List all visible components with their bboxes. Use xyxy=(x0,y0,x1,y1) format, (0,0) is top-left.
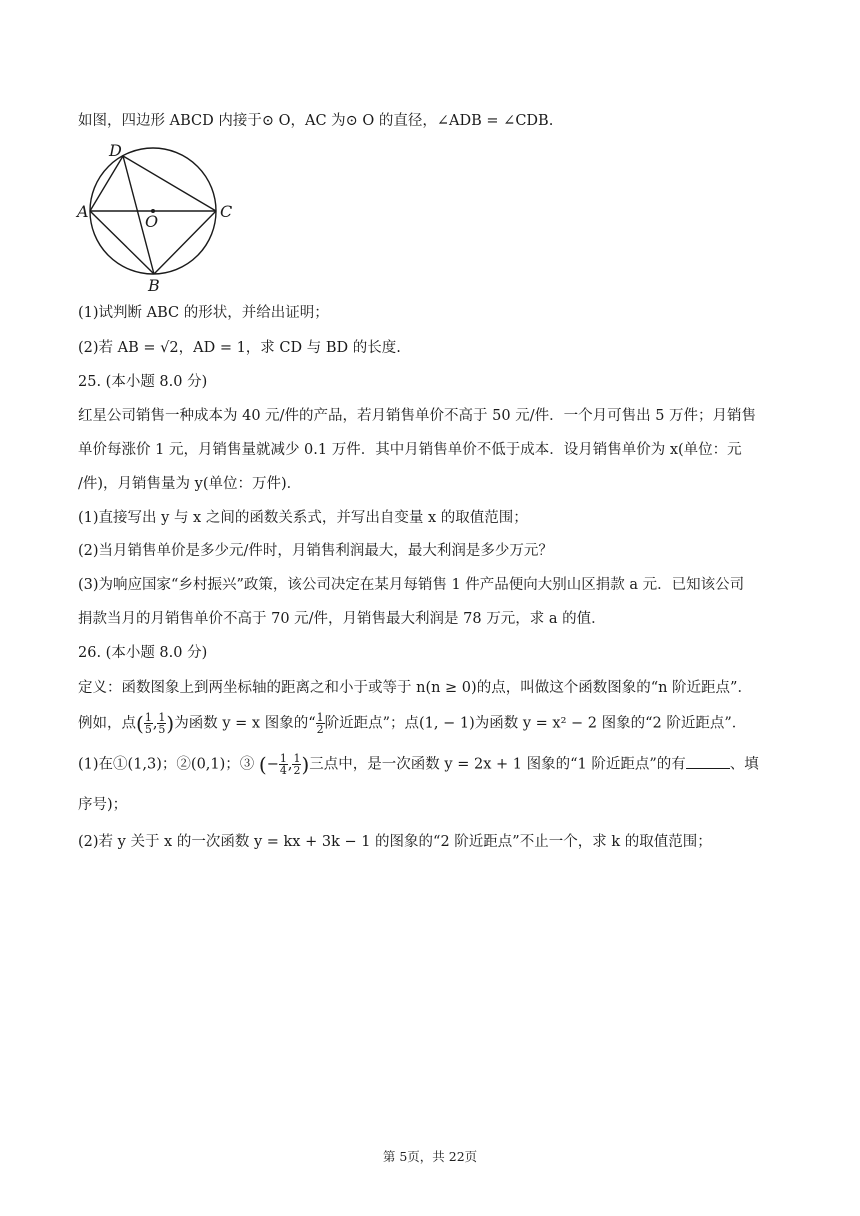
label-o: O xyxy=(145,212,159,231)
q26-part1-line1: (1)在①(1,3)；②(0,1)；③ (− $\frac{1}{4}$ , $\frac{1}{2}$ )三点中，是一次函数 y = 2x + 1 图象的“1 阶近距点”的有 、填 xyxy=(78,752,759,777)
q24-intro: 如图，四边形 ABCD 内接于⊙ O，AC 为⊙ O 的直径，∠ADB = ∠CDB. xyxy=(78,113,554,129)
fraction-one-fifth-2: $\frac{1}{5}$ xyxy=(158,711,166,736)
fraction-one-fifth: $\frac{1}{5}$ xyxy=(144,711,152,736)
q25-part2: (2)当月销售单价是多少元/件时，月销售利润最大，最大利润是多少万元？ xyxy=(78,543,553,559)
segment-ad xyxy=(90,156,123,211)
label-a: A xyxy=(77,202,89,221)
label-d: D xyxy=(109,141,122,160)
q26-example: 例如，点( $\frac{1}{5}$ , $\frac{1}{5}$ )为函数 y = x 图象的“ $\frac{1}{2}$ 阶近距点”；点(1, − 1)为函数 y = x² − 2 图象的“2 阶近距点”． xyxy=(78,711,747,736)
page-footer: 第 5页，共 22页 xyxy=(382,1149,478,1164)
q25-header: 25. (本小题 8.0 分) xyxy=(78,374,208,390)
q26-part1-a: (1)在①(1,3)；②(0,1)；③ xyxy=(78,756,255,773)
q26-part1-c: 、填 xyxy=(729,756,759,773)
q26-part1-line2: 序号)； xyxy=(78,797,128,813)
q26-example-b: 为函数 y = x 图象的“ xyxy=(174,715,316,732)
q26-header: 26. (本小题 8.0 分) xyxy=(78,645,208,661)
fraction-one-half-2: $\frac{1}{2}$ xyxy=(293,752,301,777)
q25-text-line1: 红星公司销售一种成本为 40 元/件的产品，若月销售单价不高于 50 元/件．一个月可售出 5 万件；月销售 xyxy=(78,408,757,424)
q26-definition: 定义：函数图象上到两坐标轴的距离之和小于或等于 n(n ≥ 0)的点，叫做这个函数图象的“n 阶近距点”． xyxy=(78,680,752,696)
answer-blank[interactable] xyxy=(686,754,730,769)
q25-text-line2: 单价每涨价 1 元，月销售量就减少 0.1 万件．其中月销售单价不低于成本．设月销售单价为 x(单位：元 xyxy=(78,442,742,458)
q26-part2: (2)若 y 关于 x 的一次函数 y = kx + 3k − 1 的图象的“2 阶近距点”不止一个，求 k 的取值范围； xyxy=(78,834,712,850)
q25-text-line3: /件)，月销售量为 y(单位：万件)． xyxy=(78,476,302,492)
segment-dc xyxy=(123,156,216,211)
fraction-one-half: $\frac{1}{2}$ xyxy=(316,711,324,736)
q26-part1-b: 三点中，是一次函数 y = 2x + 1 图象的“1 阶近距点”的有 xyxy=(309,756,686,773)
label-b: B xyxy=(148,276,160,295)
circle-figure xyxy=(74,136,244,296)
q26-example-c: 阶近距点”；点(1, − 1)为函数 y = x² − 2 图象的“2 阶近距点”． xyxy=(324,715,747,732)
q24-part2: (2)若 AB = √2，AD = 1，求 CD 与 BD 的长度. xyxy=(78,340,401,356)
q25-part3-line2: 捐款当月的月销售单价不高于 70 元/件，月销售最大利润是 78 万元，求 a 的值． xyxy=(78,611,606,627)
q26-example-a: 例如，点 xyxy=(78,715,136,732)
fraction-one-quarter: $\frac{1}{4}$ xyxy=(279,752,287,777)
q24-part1: (1)试判断 ABC 的形状，并给出证明； xyxy=(78,305,329,321)
q25-part1: (1)直接写出 y 与 x 之间的函数关系式，并写出自变量 x 的取值范围； xyxy=(78,510,528,526)
q25-part3-line1: (3)为响应国家“乡村振兴”政策，该公司决定在某月每销售 1 件产品便向大别山区捐款 a 元．已知该公司 xyxy=(78,577,745,593)
label-c: C xyxy=(220,202,233,221)
